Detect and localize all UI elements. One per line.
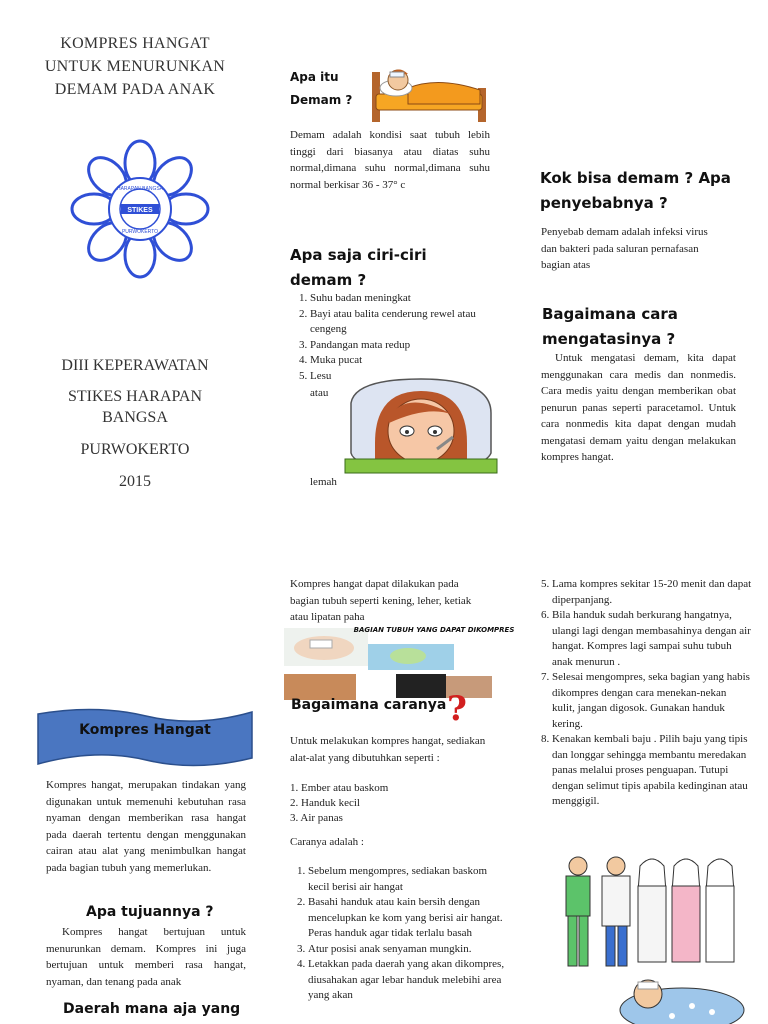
stikes-logo	[70, 138, 210, 281]
heading-line: penyebabnya ?	[540, 194, 668, 212]
child-with-compress-illustration	[612, 976, 742, 1024]
list-item: 1. Sebelum mengompres, sediakan baskom kecil berisi air hangat	[308, 864, 508, 895]
list-item: 2. Basahi handuk atau kain bersih dengan mencelupkan ke kom yang berisi air hangat. Peras handuk agar tidak terlalu basah	[308, 895, 508, 942]
list-item: 4. Muka pucat	[310, 353, 508, 369]
list-item: 3. Air panas	[290, 812, 343, 824]
prep-intro: Untuk melakukan kompres hangat, sediakan alat-alat yang dibutuhkan seperti :	[290, 735, 486, 764]
list-item: 4. Letakkan pada daerah yang akan dikompres, diusahakan agar lebar handuk melebihi area yang akan	[308, 957, 508, 1004]
steps-list-continued	[534, 577, 752, 810]
question-mark-icon	[442, 689, 472, 729]
list-item: 1. Ember atau baskom	[290, 782, 389, 794]
list-item: 6. Bila handuk sudah berkurang hangatnya, ulangi lagi dengan membasahinya dengan air hangat. Kompres lagi sampai suhu tubuh anak menurun .	[552, 608, 752, 670]
list-item: 5. Lesu	[310, 369, 508, 385]
question-area: Daerah mana aja yang	[63, 1001, 241, 1017]
logo-center-text: STIKES	[127, 207, 153, 214]
list-item: 2. Bayi atau balita cenderung rewel atau cengeng	[310, 307, 508, 338]
steps-list	[290, 864, 508, 1024]
compress-goal: Kompres hangat bertujuan untuk menurunkan demam. Kompres ini juga bertujuan untuk memberi rasa hangat, nyaman, dan tenang pada anak	[46, 926, 246, 988]
list-item: 1. Suhu badan meningkat	[310, 291, 508, 307]
heading-line: Apa saja ciri-ciri	[290, 246, 427, 264]
compress-area-text: Kompres hangat dapat dilakukan pada bagian tubuh seperti kening, leher, ketiak atau lipatan paha	[290, 578, 472, 623]
question-goal: Apa tujuannya ?	[86, 904, 214, 920]
symptom-continuation: lemah	[310, 476, 337, 488]
program-name: DIII KEPERAWATAN	[61, 357, 209, 374]
image-caption: BAGIAN TUBUH YANG DAPAT DIKOMPRES	[353, 626, 515, 634]
heading-line: Kok bisa demam ? Apa	[540, 169, 731, 187]
list-item: 2. Handuk kecil	[290, 797, 360, 809]
logo-ring-text: HARAPAN BANGSA	[116, 186, 164, 192]
list-item: 3. Atur posisi anak senyaman mungkin.	[308, 942, 508, 958]
list-item: 8. Kenakan kembali baju . Pilih baju yang tipis dan longgar sehingga membantu meredakan panas melalui proses penguapan. Tutupi dengan selimut tipis apabila kedinginan atau menggigil.	[552, 732, 752, 810]
symptom-continuation: atau	[310, 387, 329, 399]
heading-line: demam ?	[290, 271, 367, 289]
healthcare-workers-illustration	[560, 852, 740, 976]
cover-title	[30, 32, 240, 101]
warm-compress-intro: Kompres hangat, merupakan tindakan yang digunakan untuk memenuhi kebutuhan rasa nyaman dengan memberikan rasa hangat pada daerah tertentu dengan menggunakan cairan atau alat yang menimbulkan hangat pada bagian tubuh yang memerlukan.	[46, 779, 246, 874]
heading-line: Bagaimana cara	[542, 305, 678, 323]
sick-child-illustration	[345, 373, 497, 473]
question-cause	[540, 166, 731, 216]
cover-title-line: DEMAM PADA ANAK	[54, 81, 216, 98]
list-item: 7. Selesai mengompres, seka bagian yang habis dikompres dengan cara menekan-nekan kulit, jangan digosok. Gunakan handuk kering.	[552, 670, 752, 732]
fever-definition: Demam adalah kondisi saat tubuh lebih tinggi dari biasanya atau diatas suhu normal,dimana suhu normal,dimana suhu normal berkisar 36 - 37° c	[290, 129, 490, 191]
question-symptoms	[290, 243, 427, 293]
school-name	[30, 386, 240, 428]
cover-title-line: KOMPRES HANGAT	[60, 35, 210, 52]
question-treatment	[542, 302, 678, 352]
steps-intro: Caranya adalah :	[290, 836, 364, 848]
question-what-is-fever	[290, 66, 352, 112]
city: PURWOKERTO	[80, 441, 190, 458]
fever-treatment: Untuk mengatasi demam, kita dapat menggunakan cara medis dan nonmedis. Cara medis yaitu dengan memberikan obat penurun panas seperti paracetamol. Untuk cara nonmedis kita dapat dengan mudah mengatasi demam yaitu dengan melakukan kompres hangat.	[541, 352, 736, 463]
tools-list	[290, 781, 388, 826]
year: 2015	[119, 473, 151, 490]
sick-child-in-bed-illustration	[368, 58, 490, 126]
banner-title: Kompres Hangat	[79, 722, 211, 738]
school-line: STIKES HARAPAN	[67, 388, 203, 405]
fever-cause: Penyebab demam adalah infeksi virus dan bakteri pada saluran pernafasan bagian atas	[541, 226, 708, 271]
heading-line: mengatasinya ?	[542, 330, 676, 348]
svg-text:?: ?	[447, 689, 467, 729]
logo-bottom-text: PURWOKERTO	[121, 229, 159, 235]
list-item: 3. Pandangan mata redup	[310, 338, 508, 354]
question-how: Bagaimana caranya	[291, 697, 447, 713]
list-item: 5. Lama kompres sekitar 15-20 menit dan dapat diperpanjang.	[552, 577, 752, 608]
school-line: BANGSA	[102, 409, 168, 426]
heading-line: Demam ?	[290, 93, 353, 107]
cover-title-line: UNTUK MENURUNKAN	[44, 58, 226, 75]
heading-line: Apa itu	[290, 70, 339, 84]
symptoms-list	[292, 291, 508, 384]
banner-shape	[36, 708, 254, 768]
